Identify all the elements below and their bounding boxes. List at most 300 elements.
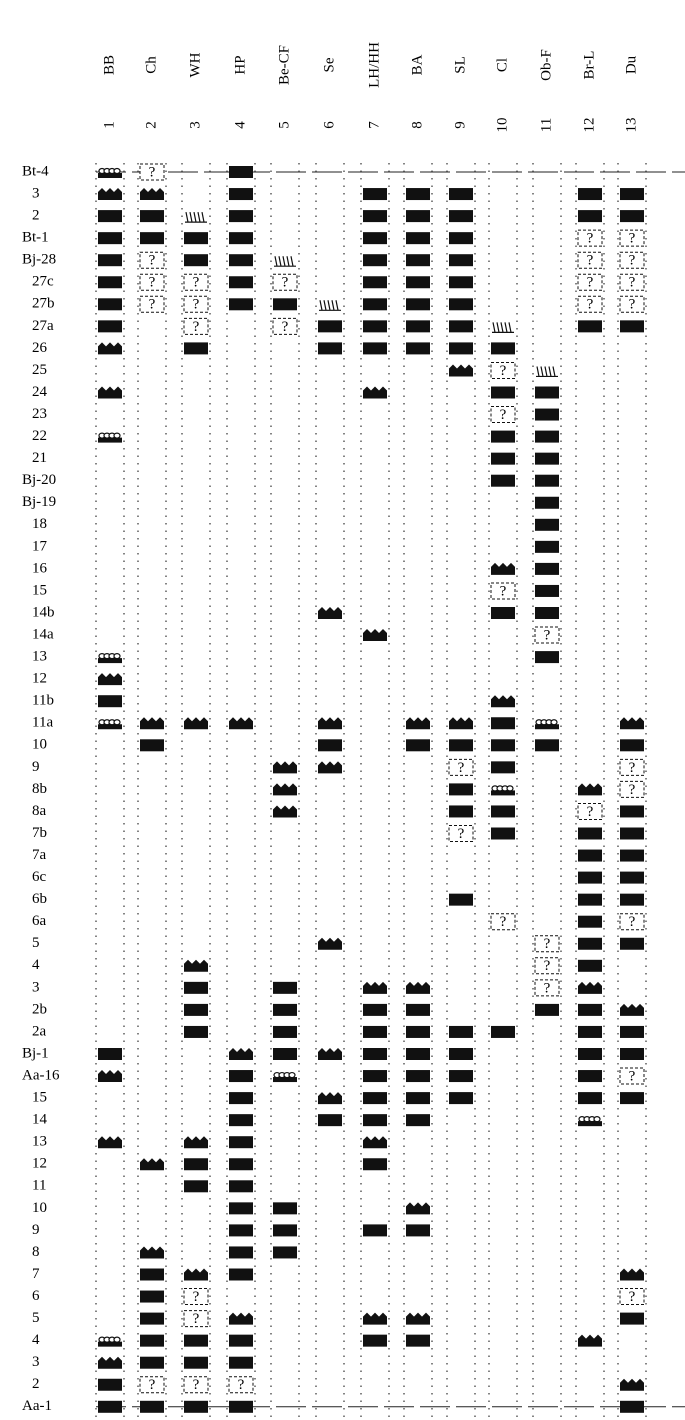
row-label: 2 [32, 207, 40, 224]
row-label: 2 [32, 1376, 40, 1393]
range-top-mark [491, 563, 515, 575]
range-block [363, 210, 387, 222]
range-top-mark [318, 761, 342, 773]
range-block [406, 739, 430, 751]
plant-top-mark [186, 212, 204, 222]
range-top-mark [184, 717, 208, 729]
range-block [229, 188, 253, 200]
question-mark: ? [628, 274, 636, 291]
row-label: 14b [32, 604, 55, 621]
row-label: 7 [32, 1265, 40, 1282]
range-block [491, 739, 515, 751]
question-mark: ? [192, 1288, 200, 1305]
range-block [229, 232, 253, 244]
range-block [273, 1246, 297, 1258]
range-block [620, 320, 644, 332]
cluster-bubble [114, 169, 120, 174]
cluster-bubble [114, 433, 120, 438]
range-block [140, 210, 164, 222]
row-label: 9 [32, 1221, 40, 1238]
question-mark: ? [148, 164, 156, 181]
range-block [273, 1048, 297, 1060]
range-block [449, 1070, 473, 1082]
column-number: 8 [409, 121, 426, 129]
column-number: 3 [187, 121, 204, 129]
range-block [620, 739, 644, 751]
question-mark: ? [457, 759, 465, 776]
row-label: 9 [32, 758, 40, 775]
column-number: 1 [101, 121, 118, 129]
range-block [578, 828, 602, 840]
row-label: 26 [32, 339, 47, 356]
range-top-mark [140, 1158, 164, 1170]
range-block [363, 342, 387, 354]
range-block [363, 1092, 387, 1104]
range-block [98, 276, 122, 288]
row-label: 4 [32, 1332, 40, 1349]
column-number: 7 [366, 121, 383, 129]
range-top-mark [98, 1136, 122, 1148]
range-block [535, 585, 559, 597]
range-block [406, 1092, 430, 1104]
range-block [535, 387, 559, 399]
range-top-mark [229, 717, 253, 729]
range-block [449, 276, 473, 288]
row-label: 6a [32, 913, 47, 930]
range-block [229, 1246, 253, 1258]
range-block [491, 761, 515, 773]
range-block [140, 1269, 164, 1281]
range-block [406, 320, 430, 332]
row-label: 11a [32, 714, 54, 731]
range-block [363, 298, 387, 310]
range-block [535, 651, 559, 663]
row-label: 25 [32, 361, 47, 378]
range-top-mark [620, 717, 644, 729]
range-top-mark [363, 629, 387, 641]
question-mark: ? [192, 318, 200, 335]
range-top-mark [578, 1335, 602, 1347]
range-block [620, 1026, 644, 1038]
range-block [184, 1026, 208, 1038]
range-block [578, 1070, 602, 1082]
row-label: 5 [32, 1310, 40, 1327]
question-mark: ? [237, 1377, 245, 1394]
question-mark: ? [192, 1377, 200, 1394]
range-block [578, 1048, 602, 1060]
cluster-bubble [594, 1117, 600, 1122]
column-number: 11 [538, 117, 555, 133]
range-block [406, 210, 430, 222]
range-top-mark [620, 1379, 644, 1391]
row-label: 24 [32, 383, 47, 400]
range-block [406, 1070, 430, 1082]
range-block [535, 607, 559, 619]
row-label: Aa-1 [22, 1398, 52, 1415]
range-block [406, 188, 430, 200]
range-top-mark [363, 387, 387, 399]
row-label: 3 [32, 185, 40, 202]
range-top-mark [318, 607, 342, 619]
range-block [620, 894, 644, 906]
row-label: 3 [32, 1354, 40, 1371]
range-block [406, 1335, 430, 1347]
range-block [620, 210, 644, 222]
range-block [363, 254, 387, 266]
range-block [229, 1180, 253, 1192]
range-block [620, 828, 644, 840]
column-code: Du [623, 55, 640, 75]
range-block [98, 695, 122, 707]
question-mark: ? [586, 230, 594, 247]
range-block [98, 1379, 122, 1391]
range-block [406, 1048, 430, 1060]
row-label: 15 [32, 582, 47, 599]
column-code: Be-CF [276, 44, 293, 86]
row-label: 14a [32, 626, 54, 643]
range-block [449, 342, 473, 354]
range-block [229, 1401, 253, 1413]
range-block [620, 938, 644, 950]
column-code: BA [409, 54, 426, 76]
row-label: 7a [32, 846, 47, 863]
range-block [449, 1048, 473, 1060]
range-block [229, 1136, 253, 1148]
row-labels [22, 163, 60, 1414]
row-label: 23 [32, 405, 47, 422]
range-block [620, 872, 644, 884]
range-block [363, 1004, 387, 1016]
range-block [184, 1401, 208, 1413]
column-number: 13 [623, 117, 640, 133]
range-block [229, 1158, 253, 1170]
question-mark: ? [148, 252, 156, 269]
range-top-mark [620, 1004, 644, 1016]
range-block [491, 387, 515, 399]
range-block [363, 232, 387, 244]
range-block [620, 1401, 644, 1413]
range-block [363, 1070, 387, 1082]
range-block [620, 1092, 644, 1104]
range-block [578, 916, 602, 928]
column-code: SL [452, 56, 469, 74]
range-top-mark [184, 1136, 208, 1148]
plant-top-mark [320, 300, 338, 310]
range-top-mark [578, 982, 602, 994]
column-code: WH [187, 52, 204, 78]
range-block [491, 1026, 515, 1038]
range-block [229, 1224, 253, 1236]
range-block [229, 166, 253, 178]
column-number: 12 [581, 117, 598, 133]
question-mark: ? [457, 825, 465, 842]
range-block [273, 982, 297, 994]
range-top-mark [449, 364, 473, 376]
range-top-mark [363, 1136, 387, 1148]
row-label: 8 [32, 1243, 40, 1260]
range-block [578, 1004, 602, 1016]
row-label: 5 [32, 935, 40, 952]
range-block [229, 1070, 253, 1082]
range-block [229, 1269, 253, 1281]
range-block [98, 254, 122, 266]
range-top-mark [98, 387, 122, 399]
range-block [184, 1335, 208, 1347]
range-block [449, 188, 473, 200]
range-block [98, 232, 122, 244]
row-label: 2b [32, 1001, 47, 1018]
range-top-mark [318, 1092, 342, 1104]
range-block [578, 938, 602, 950]
range-block [273, 1026, 297, 1038]
question-mark: ? [192, 274, 200, 291]
column-code: Ob-F [538, 49, 555, 81]
range-top-mark [140, 188, 164, 200]
range-block [535, 453, 559, 465]
range-block [363, 1114, 387, 1126]
range-top-mark [406, 1313, 430, 1325]
cluster-bubble [289, 1073, 295, 1078]
range-top-mark [620, 1269, 644, 1281]
range-block [184, 254, 208, 266]
range-top-mark [184, 960, 208, 972]
range-block [406, 1114, 430, 1126]
row-label: 14 [32, 1111, 47, 1128]
row-label: Bt-1 [22, 229, 49, 246]
range-block [449, 232, 473, 244]
column-headers [101, 42, 639, 133]
range-top-mark [363, 982, 387, 994]
range-block [535, 1004, 559, 1016]
range-top-mark [273, 805, 297, 817]
row-label: Aa-16 [22, 1067, 60, 1084]
range-block [491, 475, 515, 487]
range-block [449, 254, 473, 266]
row-label: Bt-4 [22, 163, 49, 180]
cluster-bubble [114, 654, 120, 659]
plant-top-mark [537, 366, 555, 376]
row-label: 6c [32, 869, 47, 886]
range-block [449, 320, 473, 332]
row-label: 12 [32, 1155, 47, 1172]
range-block [406, 254, 430, 266]
range-block [491, 805, 515, 817]
column-number: 6 [321, 121, 338, 129]
range-top-mark [318, 1048, 342, 1060]
cluster-bubble [507, 786, 513, 791]
range-block [578, 188, 602, 200]
range-block [491, 607, 515, 619]
row-label: 18 [32, 516, 47, 533]
range-block [184, 342, 208, 354]
range-top-mark [318, 938, 342, 950]
row-label: 15 [32, 1089, 47, 1106]
range-block [578, 850, 602, 862]
question-mark: ? [628, 759, 636, 776]
question-mark: ? [586, 252, 594, 269]
range-block [140, 1357, 164, 1369]
range-top-mark [98, 673, 122, 685]
range-block [535, 409, 559, 421]
row-label: 3 [32, 979, 40, 996]
range-top-mark [140, 1246, 164, 1258]
range-block [98, 298, 122, 310]
row-label: 27c [32, 273, 54, 290]
row-label: 6b [32, 891, 47, 908]
range-top-mark [449, 717, 473, 729]
range-top-mark [98, 188, 122, 200]
range-block [406, 342, 430, 354]
column-code: HP [232, 55, 249, 75]
question-mark: ? [628, 1068, 636, 1085]
range-top-mark [578, 783, 602, 795]
column-code: BB [101, 54, 118, 76]
row-label: 11b [32, 692, 54, 709]
range-block [406, 232, 430, 244]
question-mark: ? [543, 627, 551, 644]
range-top-mark [273, 761, 297, 773]
range-block [273, 1202, 297, 1214]
range-block [318, 1114, 342, 1126]
question-mark: ? [628, 296, 636, 313]
range-block [578, 894, 602, 906]
range-block [406, 1224, 430, 1236]
range-block [318, 739, 342, 751]
range-block [140, 1291, 164, 1303]
row-label: Bj-19 [22, 494, 57, 511]
range-top-mark [491, 695, 515, 707]
row-label: 10 [32, 736, 47, 753]
cluster-bubble [114, 1337, 120, 1342]
plant-top-mark [275, 256, 293, 266]
range-block [140, 739, 164, 751]
plant-top-mark [493, 322, 511, 332]
range-block [98, 1401, 122, 1413]
range-top-mark [140, 717, 164, 729]
range-block [406, 1004, 430, 1016]
row-label: 4 [32, 957, 40, 974]
range-top-mark [98, 342, 122, 354]
row-label: 27a [32, 317, 54, 334]
range-block [578, 320, 602, 332]
row-label: 17 [32, 538, 47, 555]
range-block [140, 1313, 164, 1325]
range-block [578, 1092, 602, 1104]
range-block [449, 739, 473, 751]
range-block [449, 210, 473, 222]
column-code: Se [321, 57, 338, 73]
column-code: Cl [494, 57, 511, 73]
range-block [273, 298, 297, 310]
range-block [578, 872, 602, 884]
range-block [318, 320, 342, 332]
range-block [363, 1158, 387, 1170]
range-block [229, 1114, 253, 1126]
range-block [535, 497, 559, 509]
column-number: 10 [494, 117, 511, 133]
range-block [140, 1401, 164, 1413]
question-mark: ? [281, 274, 289, 291]
range-block [449, 894, 473, 906]
range-block [363, 1224, 387, 1236]
row-label: Bj-1 [22, 1045, 49, 1062]
range-block [184, 1158, 208, 1170]
column-number: 9 [452, 121, 469, 129]
row-label: Bj-20 [22, 472, 57, 489]
range-block [449, 298, 473, 310]
row-label: 10 [32, 1199, 47, 1216]
range-top-mark [98, 1357, 122, 1369]
row-label: 13 [32, 648, 47, 665]
question-mark: ? [628, 230, 636, 247]
range-block [363, 320, 387, 332]
range-block [363, 188, 387, 200]
row-label: 8b [32, 780, 47, 797]
range-block [406, 276, 430, 288]
range-block [363, 1026, 387, 1038]
range-block [98, 1048, 122, 1060]
range-block [229, 298, 253, 310]
question-mark: ? [148, 1377, 156, 1394]
question-mark: ? [499, 362, 507, 379]
range-block [229, 1092, 253, 1104]
range-block [578, 210, 602, 222]
question-mark: ? [543, 958, 551, 975]
range-block [620, 805, 644, 817]
range-block [363, 276, 387, 288]
range-block [406, 298, 430, 310]
range-block [184, 1004, 208, 1016]
range-block [535, 431, 559, 443]
range-block [318, 342, 342, 354]
range-block [449, 783, 473, 795]
range-block [229, 254, 253, 266]
range-block [491, 342, 515, 354]
row-label: 12 [32, 670, 47, 687]
range-top-mark [184, 1269, 208, 1281]
row-label: 21 [32, 450, 47, 467]
range-top-mark [273, 783, 297, 795]
range-block [184, 232, 208, 244]
range-block [578, 1026, 602, 1038]
row-label: 7b [32, 824, 47, 841]
range-block [578, 960, 602, 972]
row-label: 13 [32, 1133, 47, 1150]
range-block [140, 232, 164, 244]
range-block [229, 1357, 253, 1369]
range-marks [98, 164, 644, 1413]
column-number: 4 [232, 121, 249, 129]
range-block [184, 1180, 208, 1192]
range-top-mark [229, 1313, 253, 1325]
range-top-mark [406, 982, 430, 994]
row-label: 8a [32, 802, 47, 819]
question-mark: ? [148, 296, 156, 313]
question-mark: ? [499, 583, 507, 600]
range-block [491, 453, 515, 465]
question-mark: ? [281, 318, 289, 335]
range-block [535, 541, 559, 553]
cluster-bubble [551, 720, 557, 725]
row-label: 16 [32, 560, 47, 577]
row-label: 22 [32, 428, 47, 445]
question-mark: ? [543, 936, 551, 953]
row-label: 11 [32, 1177, 47, 1194]
row-label: 27b [32, 295, 55, 312]
column-code: Br-L [581, 50, 598, 80]
question-mark: ? [628, 781, 636, 798]
column-number: 2 [143, 121, 160, 129]
